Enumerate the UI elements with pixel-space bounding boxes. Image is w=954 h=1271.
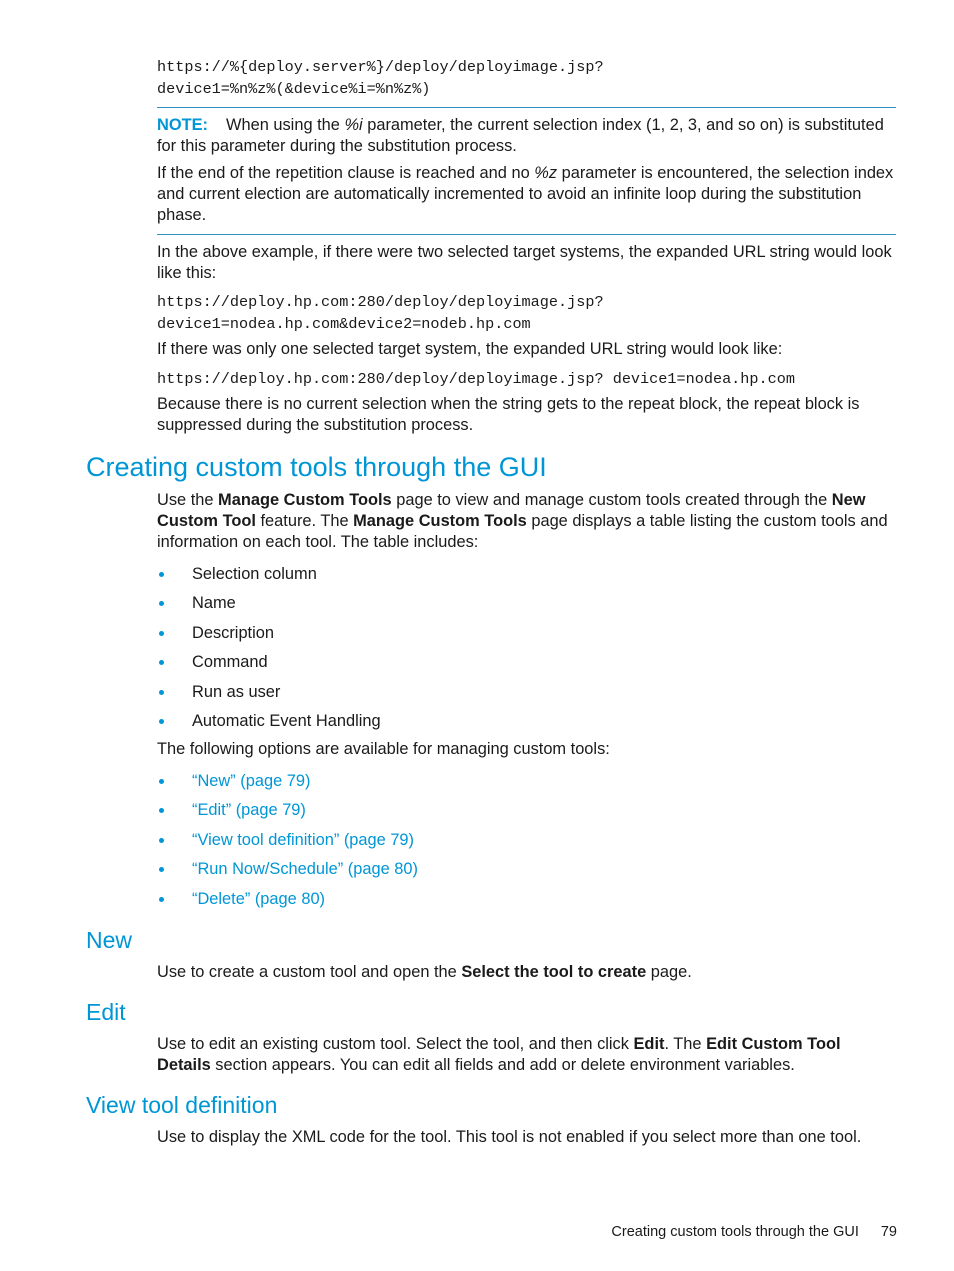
paragraph-intro xyxy=(157,490,897,553)
note-variable: %i xyxy=(344,116,363,134)
code-line: device1=nodea.hp.com&device2=nodeb.hp.com xyxy=(157,315,531,333)
page-footer xyxy=(611,1222,897,1242)
list-item-text: Automatic Event Handling xyxy=(192,711,381,730)
subheading-edit: Edit xyxy=(86,999,126,1025)
link-run-now-schedule[interactable]: “Run Now/Schedule” (page 80) xyxy=(192,860,418,879)
new-text: page. xyxy=(646,963,692,981)
link-edit[interactable]: “Edit” (page 79) xyxy=(192,801,306,820)
code-block-two-systems xyxy=(157,291,897,335)
subheading-view-tool-definition: View tool definition xyxy=(86,1092,278,1118)
list-item xyxy=(157,623,857,652)
code-line: https://deploy.hp.com:280/deploy/deployimage.jsp? device1=nodea.hp.com xyxy=(157,370,795,388)
list-item-text: Name xyxy=(192,594,236,613)
paragraph-view-tool: Use to display the XML code for the tool. This tool is not enabled if you select more than one tool. xyxy=(157,1128,862,1146)
note-text: parameter is encountered, the selection index and current election are automatically incremented to avoid an infinite loop during the substitution phase. xyxy=(157,164,894,224)
intro-text: page to view and manage custom tools created through the xyxy=(391,491,832,509)
paragraph-edit xyxy=(157,1034,897,1076)
note-text: If the end of the repetition clause is reached and no xyxy=(157,164,535,182)
link-view-tool-definition[interactable]: “View tool definition” (page 79) xyxy=(192,830,415,849)
list-item xyxy=(157,800,857,829)
list-item-text: Command xyxy=(192,653,268,672)
note-text: parameter, the current selection index (1, 2, 3, and so on) is substituted for this parameter during the substitution process. xyxy=(157,116,884,155)
link-new[interactable]: “New” (page 79) xyxy=(192,772,311,790)
view-tool-section xyxy=(157,1127,897,1148)
paragraph-example: In the above example, if there were two selected target systems, the expanded URL string would look like this: xyxy=(157,243,892,282)
list-item xyxy=(157,652,857,681)
list-item xyxy=(157,593,857,622)
note-box xyxy=(157,115,897,226)
bold-term: Select the tool to create xyxy=(461,963,647,981)
subheading-new: New xyxy=(86,927,133,953)
section-intro xyxy=(157,490,897,553)
note-top-rule xyxy=(157,107,896,108)
bullet-icon xyxy=(159,897,164,902)
footer-page-number: 79 xyxy=(880,1224,897,1240)
bullet-icon xyxy=(159,867,164,872)
code-block-one-system xyxy=(157,368,917,390)
edit-text: . The xyxy=(664,1035,707,1053)
intro-text: feature. The xyxy=(255,512,354,530)
bold-term: Manage Custom Tools xyxy=(353,512,527,530)
new-text: Use to create a custom tool and open the xyxy=(157,963,462,981)
paragraph-single: If there was only one selected target system, the expanded URL string would look like: xyxy=(157,340,783,358)
link-delete[interactable]: “Delete” (page 80) xyxy=(192,889,326,908)
bullet-icon xyxy=(159,779,164,784)
bold-term: New Custom Tool xyxy=(157,491,866,530)
note-bottom-rule xyxy=(157,234,896,235)
code-line: https://%{deploy.server%}/deploy/deployimage.jsp? xyxy=(157,58,604,76)
example-section xyxy=(157,242,897,284)
paragraph-new xyxy=(157,962,897,983)
section-heading: Creating custom tools through the GUI xyxy=(86,452,547,482)
bullet-icon xyxy=(159,838,164,843)
edit-text: section appears. You can edit all fields and add or delete environment variables. xyxy=(210,1056,795,1074)
list-item-text: Run as user xyxy=(192,682,281,701)
bullet-icon xyxy=(159,808,164,813)
list-item xyxy=(157,859,857,888)
new-section xyxy=(157,962,897,983)
list-item xyxy=(157,682,857,711)
single-system-section xyxy=(157,339,897,360)
code-block-deploy-server xyxy=(157,56,897,100)
code-line: https://deploy.hp.com:280/deploy/deployimage.jsp? xyxy=(157,293,604,311)
edit-text: Use to edit an existing custom tool. Select the tool, and then click xyxy=(157,1035,634,1053)
bullet-icon xyxy=(159,660,164,665)
list-item xyxy=(157,830,857,859)
bullet-icon xyxy=(159,631,164,636)
list-item xyxy=(157,564,857,593)
bullet-icon xyxy=(159,690,164,695)
code-line: device1=%n%z%(&device%i=%n%z%) xyxy=(157,80,431,98)
list-item-text: Description xyxy=(192,623,274,642)
note-text: When using the xyxy=(226,116,345,134)
table-columns-list xyxy=(157,564,857,740)
intro-text: page displays a table listing the custom tools and information on each tool. The table includes: xyxy=(157,512,888,551)
bold-term: Edit Custom Tool Details xyxy=(157,1035,841,1074)
options-links-list xyxy=(157,771,857,918)
bullet-icon xyxy=(159,719,164,724)
footer-section-title: Creating custom tools through the GUI xyxy=(611,1224,859,1240)
intro-text: Use the xyxy=(157,491,219,509)
bullet-icon xyxy=(159,601,164,606)
paragraph-options: The following options are available for managing custom tools: xyxy=(157,740,610,758)
options-intro-section xyxy=(157,739,897,760)
paragraph-repeat: Because there is no current selection when the string gets to the repeat block, the repeat block is suppressed during the substitution process. xyxy=(157,395,860,434)
bullet-icon xyxy=(159,572,164,577)
note-paragraph-1 xyxy=(157,115,897,157)
note-variable: %z xyxy=(534,164,558,182)
note-paragraph-2 xyxy=(157,163,897,226)
note-label: NOTE: xyxy=(157,116,208,134)
bold-term: Manage Custom Tools xyxy=(218,491,392,509)
bold-term: Edit xyxy=(633,1035,665,1053)
edit-section xyxy=(157,1034,897,1076)
list-item-text: Selection column xyxy=(192,565,317,583)
repeat-block-section xyxy=(157,394,897,436)
list-item xyxy=(157,889,857,918)
list-item xyxy=(157,771,857,800)
list-item xyxy=(157,711,857,740)
